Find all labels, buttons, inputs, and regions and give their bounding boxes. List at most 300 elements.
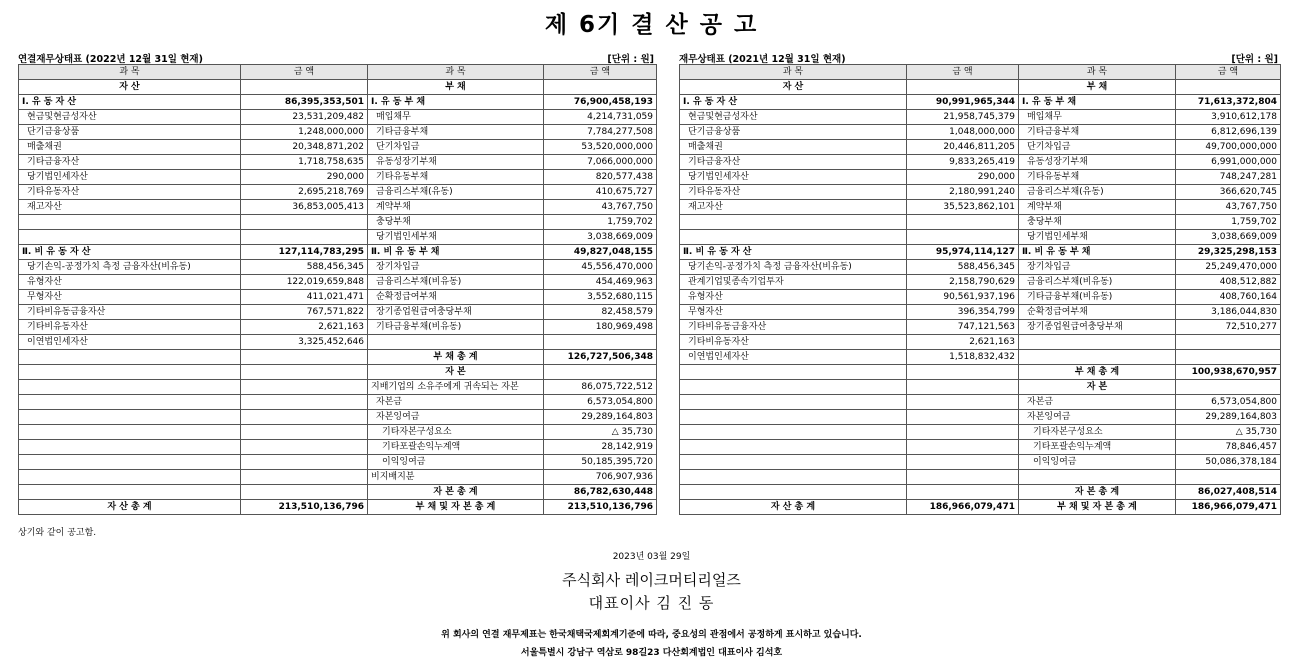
account-cell <box>19 350 241 365</box>
table-row <box>19 380 657 395</box>
amount-cell: 213,510,136,796 <box>241 500 368 515</box>
amount-cell: 2,180,991,240 <box>907 185 1019 200</box>
table-row <box>680 380 1281 395</box>
account-cell: Ⅱ. 비 유 동 부 채 <box>368 245 544 260</box>
amount-cell: 49,827,048,155 <box>544 245 657 260</box>
account-cell: 자 산 <box>680 80 907 95</box>
table-row <box>680 470 1281 485</box>
account-cell <box>680 470 907 485</box>
account-cell: 유형자산 <box>680 290 907 305</box>
amount-cell: 36,853,005,413 <box>241 200 368 215</box>
amount-cell: 180,969,498 <box>544 320 657 335</box>
table-row <box>19 140 657 155</box>
account-cell <box>680 425 907 440</box>
amount-cell: 20,348,871,202 <box>241 140 368 155</box>
amount-cell: 86,395,353,501 <box>241 95 368 110</box>
table-row <box>19 410 657 425</box>
amount-cell: 4,214,731,059 <box>544 110 657 125</box>
panel-header <box>18 51 656 64</box>
table-row <box>19 215 657 230</box>
account-cell: Ⅰ. 유 동 부 채 <box>368 95 544 110</box>
amount-cell: 21,958,745,379 <box>907 110 1019 125</box>
table-row <box>680 155 1281 170</box>
amount-cell <box>907 485 1019 500</box>
amount-cell <box>241 395 368 410</box>
account-cell <box>680 215 907 230</box>
account-cell: 지배기업의 소유주에게 귀속되는 자본 <box>368 380 544 395</box>
amount-cell: 35,523,862,101 <box>907 200 1019 215</box>
account-cell: Ⅰ. 유 동 자 산 <box>19 95 241 110</box>
account-cell: 자 본 <box>368 365 544 380</box>
table-row <box>680 320 1281 335</box>
amount-cell: 82,458,579 <box>544 305 657 320</box>
amount-cell: 1,248,000,000 <box>241 125 368 140</box>
account-cell <box>19 410 241 425</box>
table-row <box>19 305 657 320</box>
table-row <box>680 140 1281 155</box>
amount-cell: 100,938,670,957 <box>1176 365 1281 380</box>
auditor-info: 서울특별시 강남구 역삼로 98길23 다산회계법인 대표이사 김석호 <box>520 648 783 658</box>
table-row <box>19 425 657 440</box>
amount-cell <box>1176 350 1281 365</box>
account-cell <box>680 380 907 395</box>
account-cell: 기타유동부채 <box>1019 170 1176 185</box>
amount-cell <box>544 365 657 380</box>
account-cell: 이연법인세자산 <box>19 335 241 350</box>
amount-cell: 20,446,811,205 <box>907 140 1019 155</box>
table-row <box>680 350 1281 365</box>
account-cell: 기타금융자산 <box>19 155 241 170</box>
account-cell <box>680 455 907 470</box>
amount-cell <box>544 80 657 95</box>
amount-cell <box>907 410 1019 425</box>
amount-cell: 25,249,470,000 <box>1176 260 1281 275</box>
amount-cell: 78,846,457 <box>1176 440 1281 455</box>
audit-statement: 위 회사의 연결 재무제표는 한국채택국제회계기준에 따라, 중요성의 관점에서 공정하게 표시하고 있습니다. <box>441 630 862 640</box>
amount-cell <box>907 470 1019 485</box>
amount-cell: △ 35,730 <box>1176 425 1281 440</box>
amount-cell: 76,900,458,193 <box>544 95 657 110</box>
amount-cell <box>907 230 1019 245</box>
amount-cell: 3,038,669,009 <box>544 230 657 245</box>
account-cell: 기타금융부채(비유동) <box>368 320 544 335</box>
account-cell <box>680 410 907 425</box>
amount-cell: 49,700,000,000 <box>1176 140 1281 155</box>
amount-cell: 186,966,079,471 <box>907 500 1019 515</box>
amount-cell <box>241 485 368 500</box>
account-cell <box>19 215 241 230</box>
header-account-liabilities: 과 목 <box>1019 65 1176 80</box>
account-cell: 자 본 총 계 <box>1019 485 1176 500</box>
account-cell <box>368 335 544 350</box>
amount-cell: 820,577,438 <box>544 170 657 185</box>
amount-cell: 95,974,114,127 <box>907 245 1019 260</box>
amount-cell <box>907 380 1019 395</box>
account-cell: 매출채권 <box>19 140 241 155</box>
account-cell <box>680 485 907 500</box>
account-cell: 부 채 <box>1019 80 1176 95</box>
amount-cell: 126,727,506,348 <box>544 350 657 365</box>
account-cell: 당기법인세자산 <box>19 170 241 185</box>
account-cell: Ⅱ. 비 유 동 자 산 <box>19 245 241 260</box>
account-cell <box>1019 470 1176 485</box>
account-cell: 기타자본구성요소 <box>368 425 544 440</box>
account-cell <box>19 395 241 410</box>
amount-cell <box>907 425 1019 440</box>
amount-cell: 454,469,963 <box>544 275 657 290</box>
account-cell <box>680 440 907 455</box>
amount-cell: 86,782,630,448 <box>544 485 657 500</box>
amount-cell: 90,991,965,344 <box>907 95 1019 110</box>
amount-cell: 29,325,298,153 <box>1176 245 1281 260</box>
account-cell: 계약부채 <box>1019 200 1176 215</box>
amount-cell <box>241 365 368 380</box>
amount-cell: 6,573,054,800 <box>1176 395 1281 410</box>
table-row <box>680 365 1281 380</box>
table-row <box>680 440 1281 455</box>
table-row <box>19 500 657 515</box>
amount-cell <box>1176 335 1281 350</box>
amount-cell <box>241 455 368 470</box>
table-header-row <box>680 65 1281 80</box>
account-cell: 무형자산 <box>680 305 907 320</box>
amount-cell: 7,066,000,000 <box>544 155 657 170</box>
account-cell: 유동성장기부채 <box>368 155 544 170</box>
account-cell: 단기금융상품 <box>680 125 907 140</box>
table-row <box>680 95 1281 110</box>
account-cell: 당기법인세부채 <box>368 230 544 245</box>
account-cell: 기타비유동자산 <box>680 335 907 350</box>
amount-cell <box>544 335 657 350</box>
header-account-assets: 과 목 <box>19 65 241 80</box>
account-cell: 부 채 총 계 <box>1019 365 1176 380</box>
table-row <box>19 245 657 260</box>
amount-cell: 408,760,164 <box>1176 290 1281 305</box>
account-cell: 자 산 총 계 <box>680 500 907 515</box>
account-cell: 단기차입금 <box>1019 140 1176 155</box>
account-cell: 이연법인세자산 <box>680 350 907 365</box>
table-row <box>680 395 1281 410</box>
amount-cell <box>907 440 1019 455</box>
account-cell: Ⅱ. 비 유 동 부 채 <box>1019 245 1176 260</box>
amount-cell <box>907 365 1019 380</box>
amount-cell: 43,767,750 <box>1176 200 1281 215</box>
amount-cell: 1,718,758,635 <box>241 155 368 170</box>
table-row <box>680 425 1281 440</box>
account-cell: 당기법인세부채 <box>1019 230 1176 245</box>
closing-remark: 상기와 같이 공고함. <box>18 528 97 538</box>
account-cell: Ⅰ. 유 동 부 채 <box>1019 95 1176 110</box>
amount-cell: 213,510,136,796 <box>544 500 657 515</box>
account-cell <box>680 230 907 245</box>
ceo-name: 대표이사 김 진 동 <box>588 594 715 612</box>
table-row <box>680 230 1281 245</box>
amount-cell: 2,621,163 <box>241 320 368 335</box>
amount-cell: 588,456,345 <box>907 260 1019 275</box>
amount-cell <box>907 395 1019 410</box>
account-cell: 자 본 <box>1019 380 1176 395</box>
table-label: 재무상태표 (2021년 12월 31일 현재) <box>679 54 846 65</box>
table-row <box>680 170 1281 185</box>
amount-cell <box>1176 380 1281 395</box>
amount-cell: 23,531,209,482 <box>241 110 368 125</box>
account-cell: 자 산 총 계 <box>19 500 241 515</box>
balance-table <box>679 64 1281 515</box>
amount-cell: 50,185,395,720 <box>544 455 657 470</box>
account-cell: 순확정급여부채 <box>368 290 544 305</box>
amount-cell: 3,910,612,178 <box>1176 110 1281 125</box>
table-label: 연결재무상태표 (2022년 12월 31일 현재) <box>18 54 203 65</box>
account-cell: 자본잉여금 <box>368 410 544 425</box>
account-cell: 기타유동자산 <box>680 185 907 200</box>
amount-cell: 186,966,079,471 <box>1176 500 1281 515</box>
account-cell: 이익잉여금 <box>368 455 544 470</box>
separate-balance-sheet <box>679 51 1280 515</box>
table-row <box>19 185 657 200</box>
table-row <box>680 200 1281 215</box>
account-cell: 자 산 <box>19 80 241 95</box>
amount-cell <box>241 80 368 95</box>
header-amount-liabilities: 금 액 <box>544 65 657 80</box>
amount-cell: 72,510,277 <box>1176 320 1281 335</box>
account-cell: 금융리스부채(유동) <box>1019 185 1176 200</box>
amount-cell: 6,991,000,000 <box>1176 155 1281 170</box>
amount-cell: 3,038,669,009 <box>1176 230 1281 245</box>
table-row <box>19 125 657 140</box>
account-cell: 이익잉여금 <box>1019 455 1176 470</box>
table-row <box>19 80 657 95</box>
amount-cell: 1,518,832,432 <box>907 350 1019 365</box>
account-cell <box>19 380 241 395</box>
amount-cell: 411,021,471 <box>241 290 368 305</box>
account-cell: 매입채무 <box>1019 110 1176 125</box>
table-row <box>19 260 657 275</box>
account-cell: 부 채 및 자 본 총 계 <box>368 500 544 515</box>
account-cell: 단기금융상품 <box>19 125 241 140</box>
table-row <box>19 155 657 170</box>
amount-cell: 2,621,163 <box>907 335 1019 350</box>
amount-cell: 396,354,799 <box>907 305 1019 320</box>
account-cell <box>19 440 241 455</box>
header-amount-assets: 금 액 <box>907 65 1019 80</box>
account-cell <box>1019 350 1176 365</box>
account-cell: 자본금 <box>1019 395 1176 410</box>
amount-cell: 45,556,470,000 <box>544 260 657 275</box>
table-row <box>680 185 1281 200</box>
account-cell: 매출채권 <box>680 140 907 155</box>
amount-cell: 29,289,164,803 <box>544 410 657 425</box>
account-cell: 기타유동부채 <box>368 170 544 185</box>
account-cell: 기타자본구성요소 <box>1019 425 1176 440</box>
amount-cell <box>241 470 368 485</box>
account-cell: 부 채 <box>368 80 544 95</box>
table-row <box>680 110 1281 125</box>
amount-cell: 28,142,919 <box>544 440 657 455</box>
account-cell: 자본금 <box>368 395 544 410</box>
account-cell: 장기종업원급여충당부채 <box>368 305 544 320</box>
amount-cell: 6,812,696,139 <box>1176 125 1281 140</box>
table-row <box>19 365 657 380</box>
account-cell: 현금및현금성자산 <box>19 110 241 125</box>
account-cell <box>680 395 907 410</box>
account-cell: 비지배지분 <box>368 470 544 485</box>
amount-cell: 50,086,378,184 <box>1176 455 1281 470</box>
unit-label: [단위 : 원] <box>607 54 654 65</box>
amount-cell: △ 35,730 <box>544 425 657 440</box>
company-name: 주식회사 레이크머티리얼즈 <box>562 571 741 589</box>
account-cell: 기타비유동자산 <box>19 320 241 335</box>
account-cell: Ⅱ. 비 유 동 자 산 <box>680 245 907 260</box>
page-title: 제 6기 결 산 공 고 <box>544 12 759 38</box>
table-row <box>680 275 1281 290</box>
account-cell <box>1019 335 1176 350</box>
amount-cell: 3,186,044,830 <box>1176 305 1281 320</box>
amount-cell: 748,247,281 <box>1176 170 1281 185</box>
account-cell: 재고자산 <box>680 200 907 215</box>
amount-cell: 3,552,680,115 <box>544 290 657 305</box>
amount-cell <box>241 440 368 455</box>
account-cell: 자 본 총 계 <box>368 485 544 500</box>
amount-cell <box>241 215 368 230</box>
amount-cell: 706,907,936 <box>544 470 657 485</box>
amount-cell: 3,325,452,646 <box>241 335 368 350</box>
account-cell <box>19 485 241 500</box>
amount-cell: 366,620,745 <box>1176 185 1281 200</box>
unit-label: [단위 : 원] <box>1231 54 1278 65</box>
header-amount-assets: 금 액 <box>241 65 368 80</box>
table-row <box>680 260 1281 275</box>
account-cell: 기타금융부채 <box>368 125 544 140</box>
amount-cell: 410,675,727 <box>544 185 657 200</box>
amount-cell: 127,114,783,295 <box>241 245 368 260</box>
table-row <box>19 485 657 500</box>
amount-cell <box>907 215 1019 230</box>
table-row <box>19 290 657 305</box>
panel-header <box>679 51 1280 64</box>
amount-cell: 6,573,054,800 <box>544 395 657 410</box>
account-cell: 무형자산 <box>19 290 241 305</box>
table-row <box>680 485 1281 500</box>
amount-cell: 2,158,790,629 <box>907 275 1019 290</box>
account-cell: 금융리스부채(비유동) <box>368 275 544 290</box>
table-row <box>19 320 657 335</box>
table-row <box>680 455 1281 470</box>
amount-cell: 86,027,408,514 <box>1176 485 1281 500</box>
amount-cell: 86,075,722,512 <box>544 380 657 395</box>
account-cell <box>19 425 241 440</box>
account-cell: 기타포괄손익누계액 <box>368 440 544 455</box>
amount-cell: 122,019,659,848 <box>241 275 368 290</box>
account-cell: 당기손익-공정가치 측정 금융자산(비유동) <box>19 260 241 275</box>
table-row <box>680 215 1281 230</box>
table-row <box>680 500 1281 515</box>
amount-cell: 290,000 <box>907 170 1019 185</box>
amount-cell: 1,759,702 <box>544 215 657 230</box>
amount-cell <box>907 455 1019 470</box>
account-cell: 유형자산 <box>19 275 241 290</box>
header-account-liabilities: 과 목 <box>368 65 544 80</box>
account-cell: 자본잉여금 <box>1019 410 1176 425</box>
table-header-row <box>19 65 657 80</box>
account-cell: 충당부채 <box>368 215 544 230</box>
amount-cell: 290,000 <box>241 170 368 185</box>
table-row <box>680 410 1281 425</box>
announcement-date: 2023년 03월 29일 <box>612 552 691 562</box>
account-cell: Ⅰ. 유 동 자 산 <box>680 95 907 110</box>
amount-cell <box>241 410 368 425</box>
account-cell: 관계기업및종속기업투자 <box>680 275 907 290</box>
amount-cell: 1,759,702 <box>1176 215 1281 230</box>
table-row <box>680 290 1281 305</box>
account-cell: 유동성장기부채 <box>1019 155 1176 170</box>
amount-cell: 29,289,164,803 <box>1176 410 1281 425</box>
table-row <box>680 305 1281 320</box>
account-cell: 장기차입금 <box>368 260 544 275</box>
account-cell: 장기차입금 <box>1019 260 1176 275</box>
table-row <box>680 125 1281 140</box>
account-cell: 장기종업원급여충당부채 <box>1019 320 1176 335</box>
account-cell: 금융리스부채(유동) <box>368 185 544 200</box>
amount-cell: 71,613,372,804 <box>1176 95 1281 110</box>
amount-cell: 90,561,937,196 <box>907 290 1019 305</box>
amount-cell: 2,695,218,769 <box>241 185 368 200</box>
account-cell: 매입채무 <box>368 110 544 125</box>
table-row <box>19 335 657 350</box>
header-account-assets: 과 목 <box>680 65 907 80</box>
account-cell: 당기법인세자산 <box>680 170 907 185</box>
table-row <box>19 110 657 125</box>
amount-cell <box>241 350 368 365</box>
account-cell <box>19 455 241 470</box>
account-cell <box>19 365 241 380</box>
account-cell: 재고자산 <box>19 200 241 215</box>
header-amount-liabilities: 금 액 <box>1176 65 1281 80</box>
account-cell: 당기손익-공정가치 측정 금융자산(비유동) <box>680 260 907 275</box>
account-cell: 기타유동자산 <box>19 185 241 200</box>
amount-cell <box>907 80 1019 95</box>
account-cell <box>680 365 907 380</box>
account-cell: 충당부채 <box>1019 215 1176 230</box>
amount-cell: 747,121,563 <box>907 320 1019 335</box>
amount-cell: 767,571,822 <box>241 305 368 320</box>
consolidated-balance-sheet <box>18 51 656 515</box>
account-cell: 순확정급여부채 <box>1019 305 1176 320</box>
table-row <box>19 470 657 485</box>
account-cell: 기타포괄손익누계액 <box>1019 440 1176 455</box>
table-row <box>19 95 657 110</box>
table-row <box>19 230 657 245</box>
table-row <box>680 80 1281 95</box>
account-cell: 기타비유동금융자산 <box>680 320 907 335</box>
account-cell: 기타금융부채(비유동) <box>1019 290 1176 305</box>
amount-cell <box>1176 80 1281 95</box>
table-row <box>19 275 657 290</box>
account-cell: 금융리스부채(비유동) <box>1019 275 1176 290</box>
account-cell: 기타금융자산 <box>680 155 907 170</box>
table-row <box>19 200 657 215</box>
amount-cell <box>241 230 368 245</box>
amount-cell: 53,520,000,000 <box>544 140 657 155</box>
amount-cell: 1,048,000,000 <box>907 125 1019 140</box>
account-cell: 기타비유동금융자산 <box>19 305 241 320</box>
table-row <box>680 245 1281 260</box>
account-cell: 기타금융부채 <box>1019 125 1176 140</box>
table-row <box>19 395 657 410</box>
account-cell: 계약부채 <box>368 200 544 215</box>
amount-cell <box>1176 470 1281 485</box>
account-cell: 현금및현금성자산 <box>680 110 907 125</box>
account-cell <box>19 470 241 485</box>
